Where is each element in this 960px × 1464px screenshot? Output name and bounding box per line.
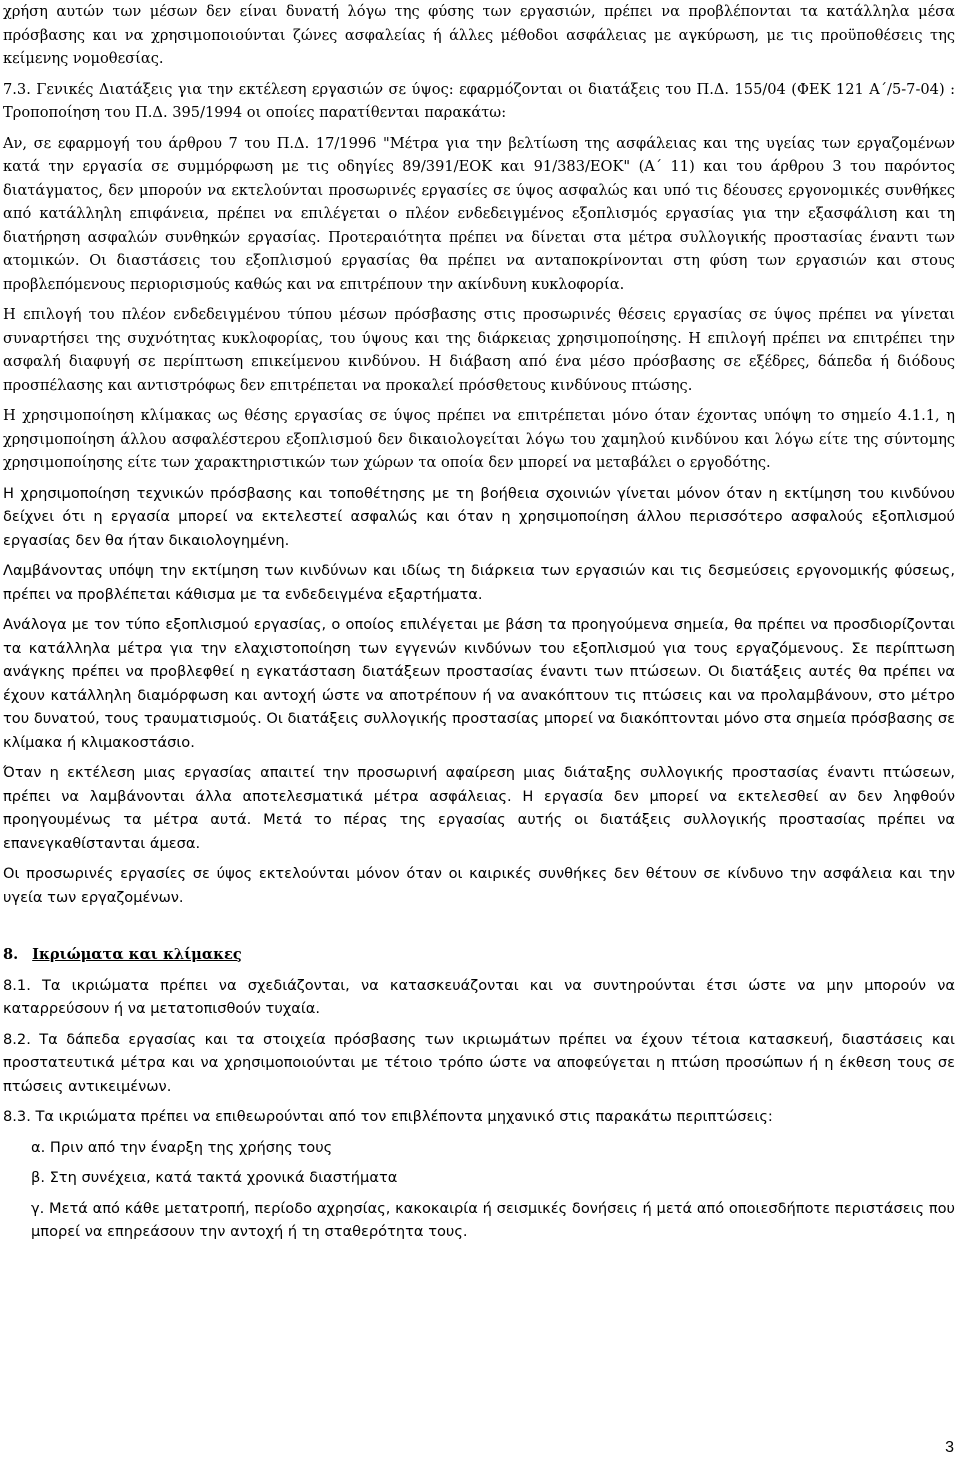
section-8-heading	[3, 943, 955, 967]
page-number: 3	[945, 1439, 954, 1456]
list-item-c: γ. Μετά από κάθε μετατροπή, περίοδο αχρησίας, κακοκαιρία ή σεισμικές δονήσεις ή μετά από οποιεσδήποτε περιστάσεις που μπορεί να επηρεάσουν την αντοχή ή τη σταθερότητα τους.	[31, 1199, 955, 1240]
section-8-number: 8.	[3, 946, 19, 963]
list-item-a: α. Πριν από την έναρξη της χρήσης τους	[31, 1138, 333, 1156]
paragraph-intro: χρήση αυτών των μέσων δεν είναι δυνατή λόγω της φύσης των εργασιών, πρέπει να προβλέπονται τα κατάλληλα μέσα πρόσβασης και να χρησιμοποιούνται ζώνες ασφαλείας ή άλλες μέθοδοι ασφάλειας με αγκύρωση, με τις προϋποθέσεις της κείμενης νομοθεσίας.	[3, 3, 955, 67]
paragraph-8-1: 8.1. Τα ικριώματα πρέπει να σχεδιάζονται, να κατασκευάζονται και να συντηρούνται έτσι ώστε να μην μπορούν να καταρρεύσουν ή να μετατοπισθούν τυχαία.	[3, 976, 955, 1017]
paragraph-access-selection: Η επιλογή του πλέον ενδεδειγμένου τύπου μέσων πρόσβασης στις προσωρινές θέσεις εργασίας σε ύψος πρέπει να γίνεται συναρτήσει της συχνότητας κυκλοφορίας, του ύψους και της διάρκειας χρησιμοποίησης. Η επιλογή πρέπει να επιτρέπει την ασφαλή διαφυγή σε περίπτωση επικείμενου κινδύνου. Η διάβαση από ένα μέσο πρόσβασης σε εξέδρες, δάπεδα ή διόδους προσπέλασης και αντιστρόφως δεν επιτρέπεται να προκαλεί πρόσθετους κινδύνους πτώσης.	[3, 306, 955, 394]
paragraph-8-2: 8.2. Τα δάπεδα εργασίας και τα στοιχεία πρόσβασης των ικριωμάτων πρέπει να έχουν τέτοια κατασκευή, διαστάσεις και προστατευτικά μέτρα και να χρησιμοποιούνται με τέτοιο τρόπο ώστε να αποφεύγεται η πτώση προσώπων ή η έκθεση τους σε πτώσεις αντικειμένων.	[3, 1030, 955, 1095]
paragraph-seat: Λαμβάνοντας υπόψη την εκτίμηση των κινδύνων και ιδίως τη διάρκεια των εργασιών και τις δεσμεύσεις εργονομικής φύσεως, πρέπει να προβλέπεται κάθισμα με τα ενδεδειγμένα εξαρτήματα.	[3, 562, 955, 603]
section-8-title: Ικριώματα και κλίμακες	[32, 946, 242, 963]
paragraph-weather: Οι προσωρινές εργασίες σε ύψος εκτελούνται μόνον όταν οι καιρικές συνθήκες δεν θέτουν σε κίνδυνο την ασφάλεια και την υγεία των εργαζομένων.	[3, 865, 955, 906]
paragraph-fall-protection: Ανάλογα με τον τύπο εξοπλισμού εργασίας, ο οποίος επιλέγεται με βάση τα προηγούμενα σημεία, θα πρέπει να προσδιορίζονται τα κατάλληλα μέτρα για την ελαχιστοποίηση των εγγενών κινδύνων του εξοπλισμού για τους εργαζόμενους. Σε περίπτωση ανάγκης πρέπει να προβλεφθεί η εγκατάσταση διατάξεων προστασίας έναντι των πτώσεων. Οι διατάξεις αυτές θα πρέπει να έχουν κατάλληλη διαμόρφωση και αντοχή ώστε να αποτρέπουν ή να ανακόπτουν τις πτώσεις και να προλαμβάνουν, στο μέτρο του δυνατού, τους τραυματισμούς. Οι διατάξεις συλλογικής προστασίας μπορεί να διακόπτονται μόνο στα σημεία πρόσβασης σε κλίμακα ή κλιμακοστάσιο.	[3, 616, 955, 751]
paragraph-rope-access: Η χρησιμοποίηση τεχνικών πρόσβασης και τοποθέτησης με τη βοήθεια σχοινιών γίνεται μόνον όταν η εκτίμηση του κινδύνου δείχνει ότι η εργασία μπορεί να εκτελεστεί ασφαλώς και όταν η χρησιμοποίηση άλλου περισσότερο ασφαλούς εξοπλισμού εργασίας δεν θα ήταν δικαιολογημένη.	[3, 484, 955, 549]
paragraph-ladder-use: Η χρησιμοποίηση κλίμακας ως θέσης εργασίας σε ύψος πρέπει να επιτρέπεται μόνο όταν έχοντας υπόψη το σημείο 4.1.1, η χρησιμοποίηση άλλου ασφαλέστερου εξοπλισμού δεν δικαιολογείται λόγω του χαμηλού κινδύνου και λόγω είτε της σύντομης χρησιμοποίησης είτε των χαρακτηριστικών των χώρων τα οποία δεν μπορεί να μεταβάλει ο εργοδότης.	[3, 407, 955, 471]
list-item-b: β. Στη συνέχεια, κατά τακτά χρονικά διαστήματα	[31, 1169, 398, 1186]
paragraph-7-3: 7.3. Γενικές Διατάξεις για την εκτέλεση εργασιών σε ύψος: εφαρμόζονται οι διατάξεις του Π.Δ. 155/04 (ΦΕΚ 121 Α΄/5-7-04) : Τροποποίηση του Π.Δ. 395/1994 οι οποίες παρατίθενται παρακάτω:	[3, 80, 955, 121]
document-page	[3, 0, 955, 1244]
paragraph-pd-17-1996: Αν, σε εφαρμογή του άρθρου 7 του Π.Δ. 17/1996 "Μέτρα για την βελτίωση της ασφάλειας και της υγείας των εργαζομένων κατά την εργασία σε συμμόρφωση με τις οδηγίες 89/391/ΕΟΚ και 91/383/ΕΟΚ" (Α΄ 11) και του άρθρου 3 του παρόντος διατάγματος, δεν μπορούν να εκτελούνται προσωρινές εργασίες σε ύψος ασφαλώς και υπό τις δέουσες εργονομικές συνθήκες από κατάλληλη επιφάνεια, πρέπει να επιλέγεται ο πλέον ενδεδειγμένος εξοπλισμός εργασίας για την εξασφάλιση και τη διατήρηση ασφαλών συνθηκών εργασίας. Προτεραιότητα πρέπει να δίνεται στα μέτρα συλλογικής προστασίας έναντι των ατομικών. Οι διαστάσεις του εξοπλισμού εργασίας θα πρέπει να ανταποκρίνονται στη φύση των εργασιών και στους προβλεπόμενους περιορισμούς καθώς και να επιτρέπουν την ακίνδυνη κυκλοφορία.	[3, 134, 955, 293]
paragraph-8-3: 8.3. Τα ικριώματα πρέπει να επιθεωρούνται από τον επιβλέποντα μηχανικό στις παρακάτω περιπτώσεις:	[3, 1108, 773, 1125]
paragraph-temporary-removal: Όταν η εκτέλεση μιας εργασίας απαιτεί την προσωρινή αφαίρεση μιας διάταξης συλλογικής προστασίας έναντι πτώσεων, πρέπει να λαμβάνονται άλλα αποτελεσματικά μέτρα ασφάλειας. Η εργασία δεν μπορεί να εκτελεσθεί αν δεν ληφθούν προηγουμένως τα μέτρα αυτά. Μετά το πέρας της εργασίας αυτής οι διατάξεις συλλογικής προστασίας πρέπει να επανεγκαθίστανται άμεσα.	[3, 764, 955, 852]
